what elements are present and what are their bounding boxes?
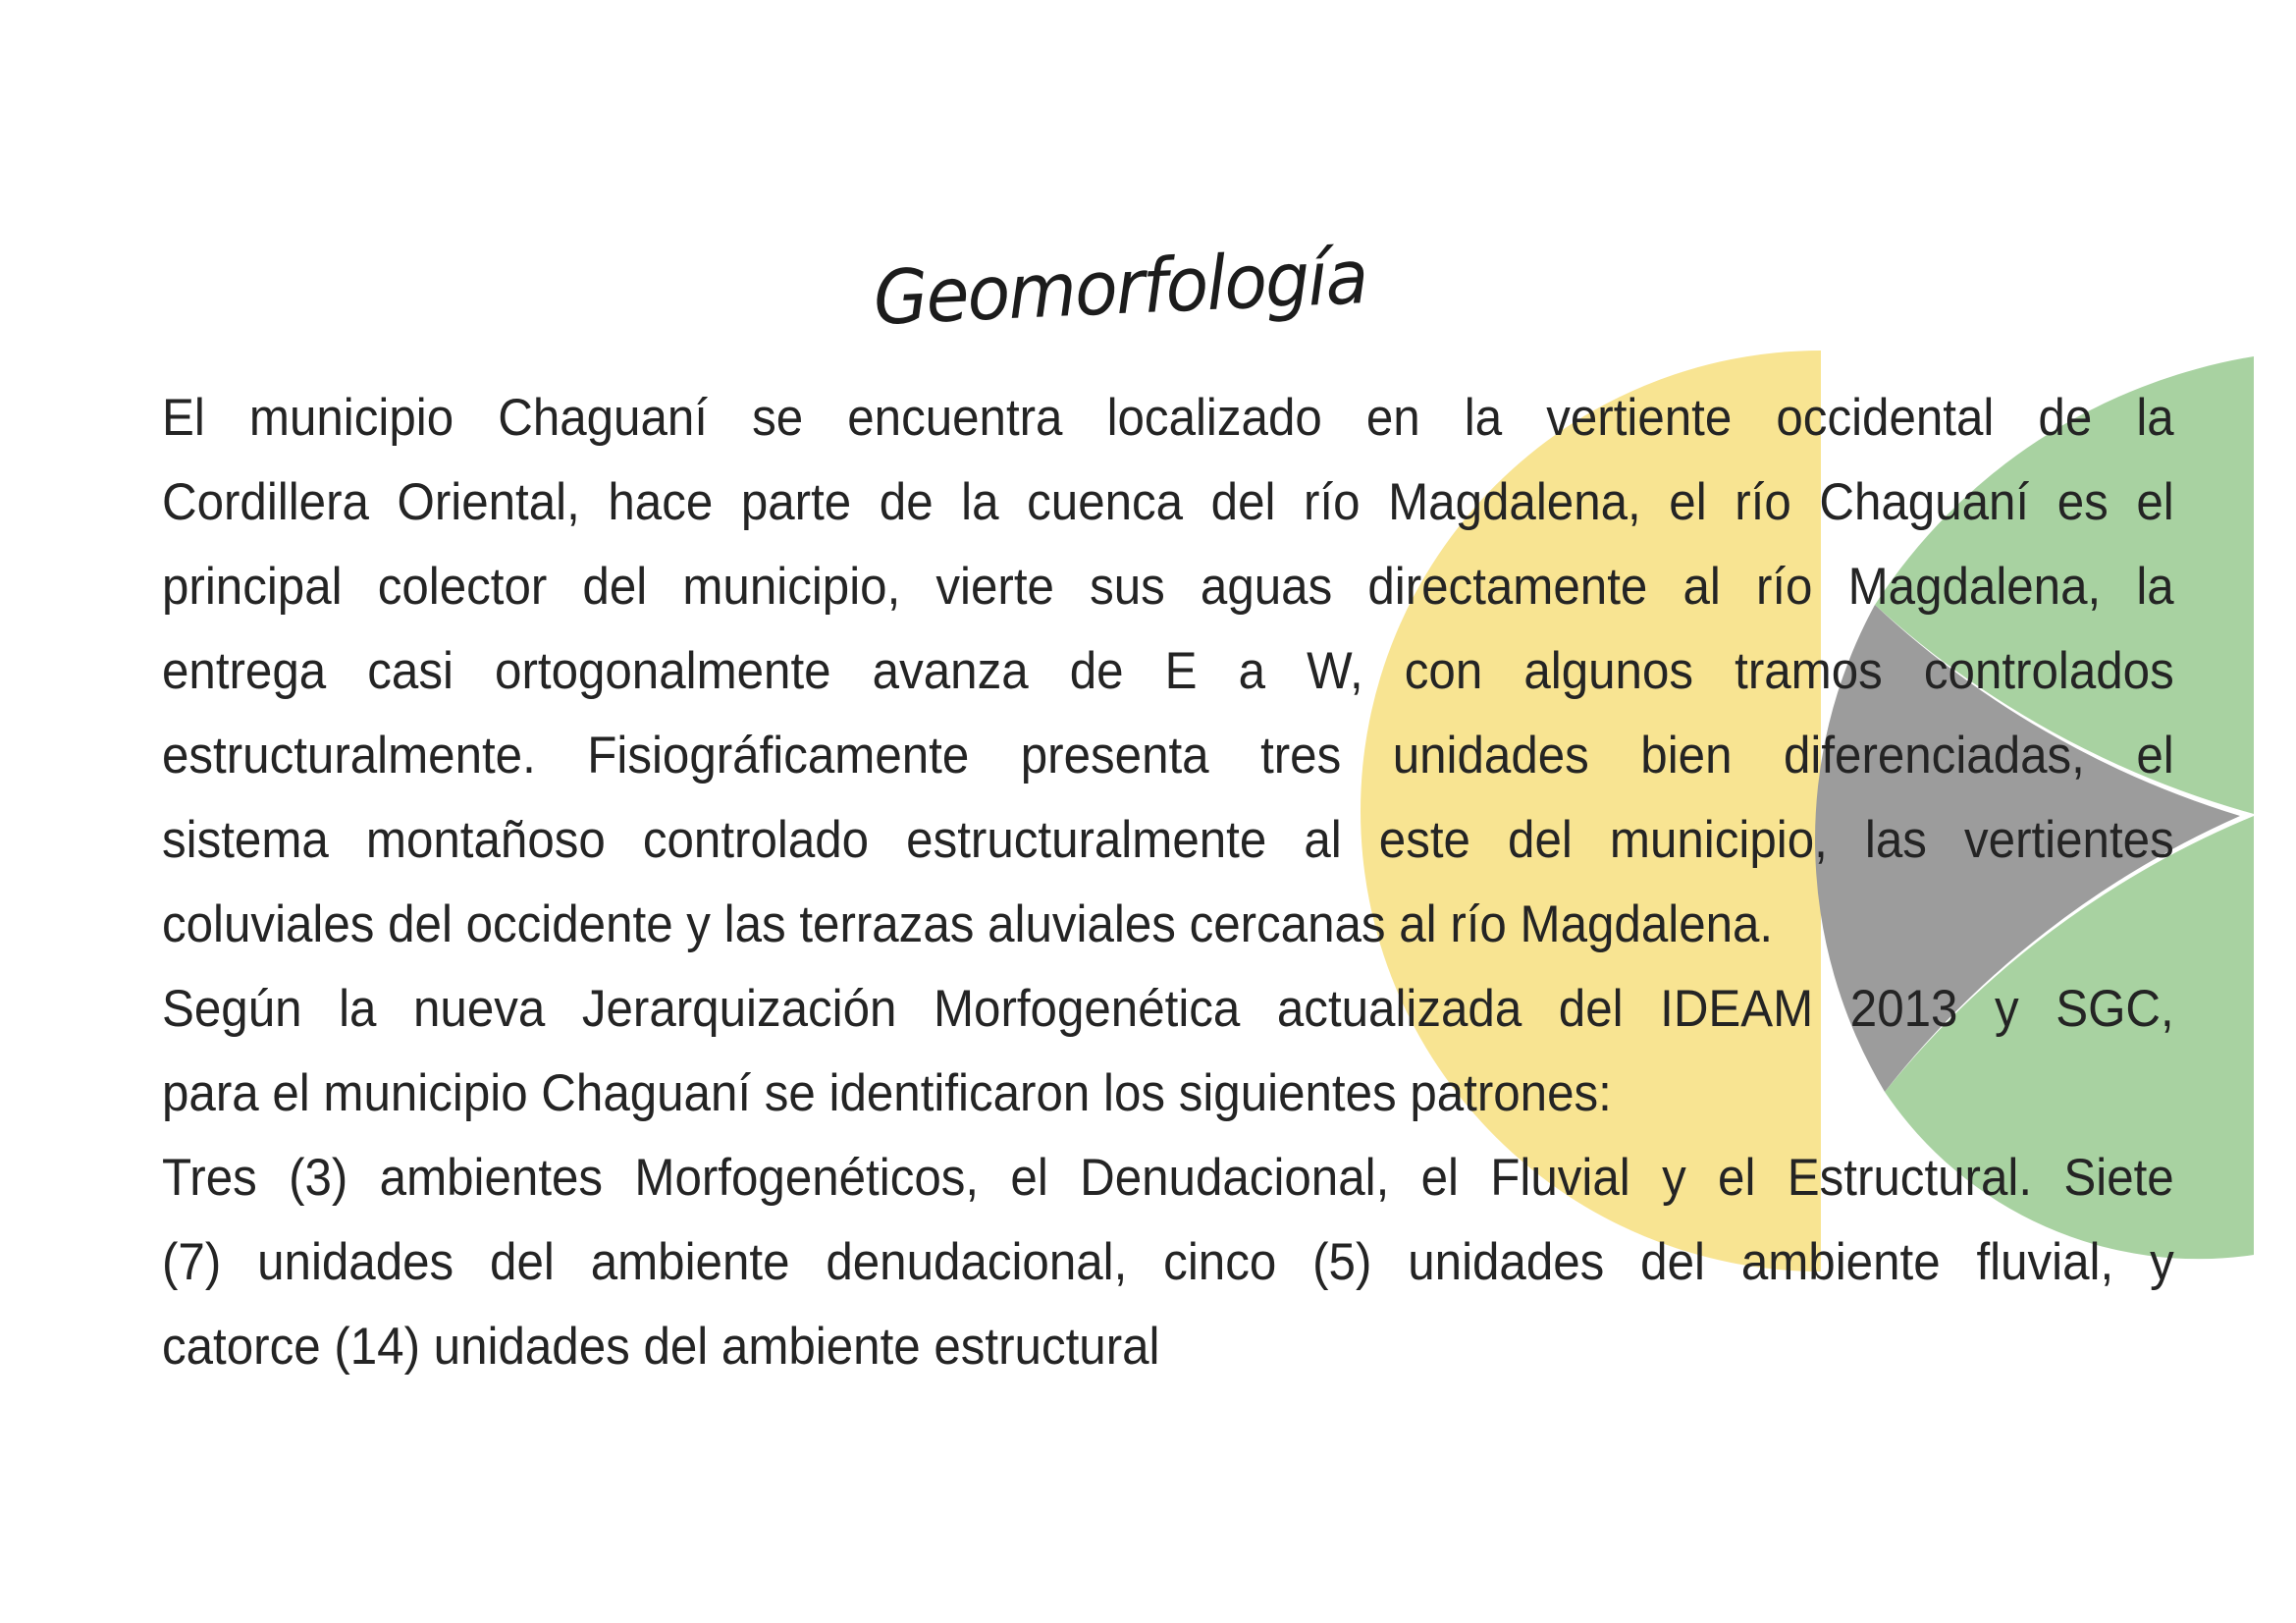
text-line: (7) unidades del ambiente denudacional, cinco (5) unidades del ambiente fluvial, y [162,1233,2174,1291]
text-line: entrega casi ortogonalmente avanza de E a W, con algunos tramos controlados [162,642,2174,700]
text-line: principal colector del municipio, vierte sus aguas directamente al río Magdalena, la [162,558,2174,616]
text-line: El municipio Chaguaní se encuentra localizado en la vertiente occidental de la [162,389,2174,447]
text-line: catorce (14) unidades del ambiente estructural [162,1318,1160,1376]
text-line: Según la nueva Jerarquización Morfogenética actualizada del IDEAM 2013 y SGC, [162,980,2174,1038]
text-line: para el municipio Chaguaní se identificaron los siguientes patrones: [162,1064,1612,1122]
text-line: coluviales del occidente y las terrazas aluviales cercanas al río Magdalena. [162,895,1774,953]
text-line: sistema montañoso controlado estructuralmente al este del municipio, las vertientes [162,811,2174,869]
page-title: Geomorfología [871,233,1369,342]
text-line: Cordillera Oriental, hace parte de la cuenca del río Magdalena, el río Chaguaní es el [162,473,2174,531]
text-line: estructuralmente. Fisiográficamente presenta tres unidades bien diferenciadas, el [162,727,2174,784]
text-line: Tres (3) ambientes Morfogenéticos, el Denudacional, el Fluvial y el Estructural. Siete [162,1149,2174,1207]
body-text [162,376,2174,1389]
